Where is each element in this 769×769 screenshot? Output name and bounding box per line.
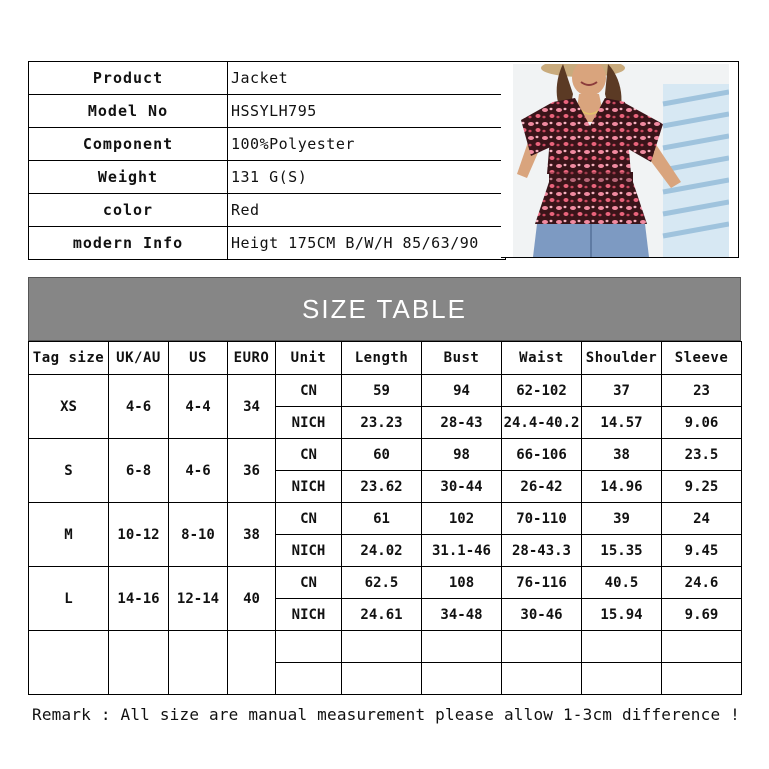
empty-cell	[502, 663, 582, 695]
size-us: 4-6	[169, 439, 228, 503]
waist-cell: 30-46	[502, 599, 582, 631]
bust-cell: 31.1-46	[422, 535, 502, 567]
info-row-component	[29, 128, 506, 161]
info-value: 131 G(S)	[228, 161, 506, 194]
length-cell: 23.62	[342, 471, 422, 503]
waist-cell: 28-43.3	[502, 535, 582, 567]
info-row-model	[29, 95, 506, 128]
size-row-empty	[29, 631, 742, 663]
waist-cell: 66-106	[502, 439, 582, 471]
size-row-s-cn	[29, 439, 742, 471]
empty-cell	[582, 663, 662, 695]
model-illustration	[513, 64, 729, 257]
unit-cell: CN	[276, 439, 342, 471]
column-header: Shoulder	[582, 342, 662, 375]
unit-cell: NICH	[276, 535, 342, 567]
size-table-title: SIZE TABLE	[28, 277, 741, 341]
info-label: Weight	[29, 161, 228, 194]
column-header: Length	[342, 342, 422, 375]
waist-cell: 24.4-40.2	[502, 407, 582, 439]
size-uk: 14-16	[109, 567, 169, 631]
column-header: EURO	[228, 342, 276, 375]
shoulder-cell: 38	[582, 439, 662, 471]
shoulder-cell: 15.94	[582, 599, 662, 631]
size-table-header-row	[29, 342, 742, 375]
bust-cell: 34-48	[422, 599, 502, 631]
waist-cell: 70-110	[502, 503, 582, 535]
size-row-xs-cn	[29, 375, 742, 407]
size-table	[28, 341, 742, 695]
unit-cell: CN	[276, 503, 342, 535]
unit-cell: CN	[276, 375, 342, 407]
empty-cell	[662, 631, 742, 663]
size-uk: 4-6	[109, 375, 169, 439]
info-label: color	[29, 194, 228, 227]
sleeve-cell: 24.6	[662, 567, 742, 599]
waist-cell: 76-116	[502, 567, 582, 599]
info-value: HSSYLH795	[228, 95, 506, 128]
shoulder-cell: 37	[582, 375, 662, 407]
column-header: Tag size	[29, 342, 109, 375]
info-row-weight	[29, 161, 506, 194]
empty-cell	[169, 631, 228, 695]
info-value: Heigt 175CM B/W/H 85/63/90	[228, 227, 506, 260]
shoulder-cell: 14.57	[582, 407, 662, 439]
sleeve-cell: 9.06	[662, 407, 742, 439]
sleeve-cell: 9.69	[662, 599, 742, 631]
bust-cell: 98	[422, 439, 502, 471]
length-cell: 24.02	[342, 535, 422, 567]
size-euro: 40	[228, 567, 276, 631]
length-cell: 23.23	[342, 407, 422, 439]
size-us: 4-4	[169, 375, 228, 439]
sleeve-cell: 9.25	[662, 471, 742, 503]
empty-cell	[29, 631, 109, 695]
size-tag: S	[29, 439, 109, 503]
shoulder-cell: 14.96	[582, 471, 662, 503]
product-info-table	[28, 61, 506, 260]
empty-cell	[276, 663, 342, 695]
column-header: Waist	[502, 342, 582, 375]
empty-cell	[342, 663, 422, 695]
size-euro: 34	[228, 375, 276, 439]
column-header: US	[169, 342, 228, 375]
length-cell: 62.5	[342, 567, 422, 599]
unit-cell: NICH	[276, 471, 342, 503]
empty-cell	[662, 663, 742, 695]
size-tag: XS	[29, 375, 109, 439]
unit-cell: NICH	[276, 599, 342, 631]
bust-cell: 94	[422, 375, 502, 407]
info-label: modern Info	[29, 227, 228, 260]
size-uk: 6-8	[109, 439, 169, 503]
column-header: Unit	[276, 342, 342, 375]
info-value: Red	[228, 194, 506, 227]
product-photo-frame	[501, 61, 739, 258]
size-euro: 38	[228, 503, 276, 567]
size-us: 12-14	[169, 567, 228, 631]
info-value: 100%Polyester	[228, 128, 506, 161]
length-cell: 61	[342, 503, 422, 535]
remark-text: Remark : All size are manual measurement please allow 1-3cm difference !	[32, 705, 740, 724]
size-euro: 36	[228, 439, 276, 503]
product-photo	[513, 64, 729, 257]
info-value: Jacket	[228, 62, 506, 95]
sleeve-cell: 9.45	[662, 535, 742, 567]
bust-cell: 28-43	[422, 407, 502, 439]
empty-cell	[582, 631, 662, 663]
empty-cell	[276, 631, 342, 663]
sleeve-cell: 23	[662, 375, 742, 407]
bust-cell: 30-44	[422, 471, 502, 503]
info-row-color	[29, 194, 506, 227]
empty-cell	[342, 631, 422, 663]
size-uk: 10-12	[109, 503, 169, 567]
empty-cell	[502, 631, 582, 663]
column-header: UK/AU	[109, 342, 169, 375]
size-row-m-cn	[29, 503, 742, 535]
shoulder-cell: 40.5	[582, 567, 662, 599]
column-header: Bust	[422, 342, 502, 375]
info-label: Component	[29, 128, 228, 161]
length-cell: 60	[342, 439, 422, 471]
sleeve-cell: 24	[662, 503, 742, 535]
sleeve-cell: 23.5	[662, 439, 742, 471]
size-tag: L	[29, 567, 109, 631]
size-row-l-cn	[29, 567, 742, 599]
empty-cell	[422, 663, 502, 695]
info-label: Model No	[29, 95, 228, 128]
info-row-product	[29, 62, 506, 95]
empty-cell	[422, 631, 502, 663]
shoulder-cell: 15.35	[582, 535, 662, 567]
column-header: Sleeve	[662, 342, 742, 375]
empty-cell	[109, 631, 169, 695]
waist-cell: 62-102	[502, 375, 582, 407]
size-us: 8-10	[169, 503, 228, 567]
bust-cell: 102	[422, 503, 502, 535]
size-tag: M	[29, 503, 109, 567]
info-label: Product	[29, 62, 228, 95]
unit-cell: NICH	[276, 407, 342, 439]
shoulder-cell: 39	[582, 503, 662, 535]
waist-cell: 26-42	[502, 471, 582, 503]
length-cell: 24.61	[342, 599, 422, 631]
length-cell: 59	[342, 375, 422, 407]
info-row-model-info	[29, 227, 506, 260]
empty-cell	[228, 631, 276, 695]
bust-cell: 108	[422, 567, 502, 599]
unit-cell: CN	[276, 567, 342, 599]
